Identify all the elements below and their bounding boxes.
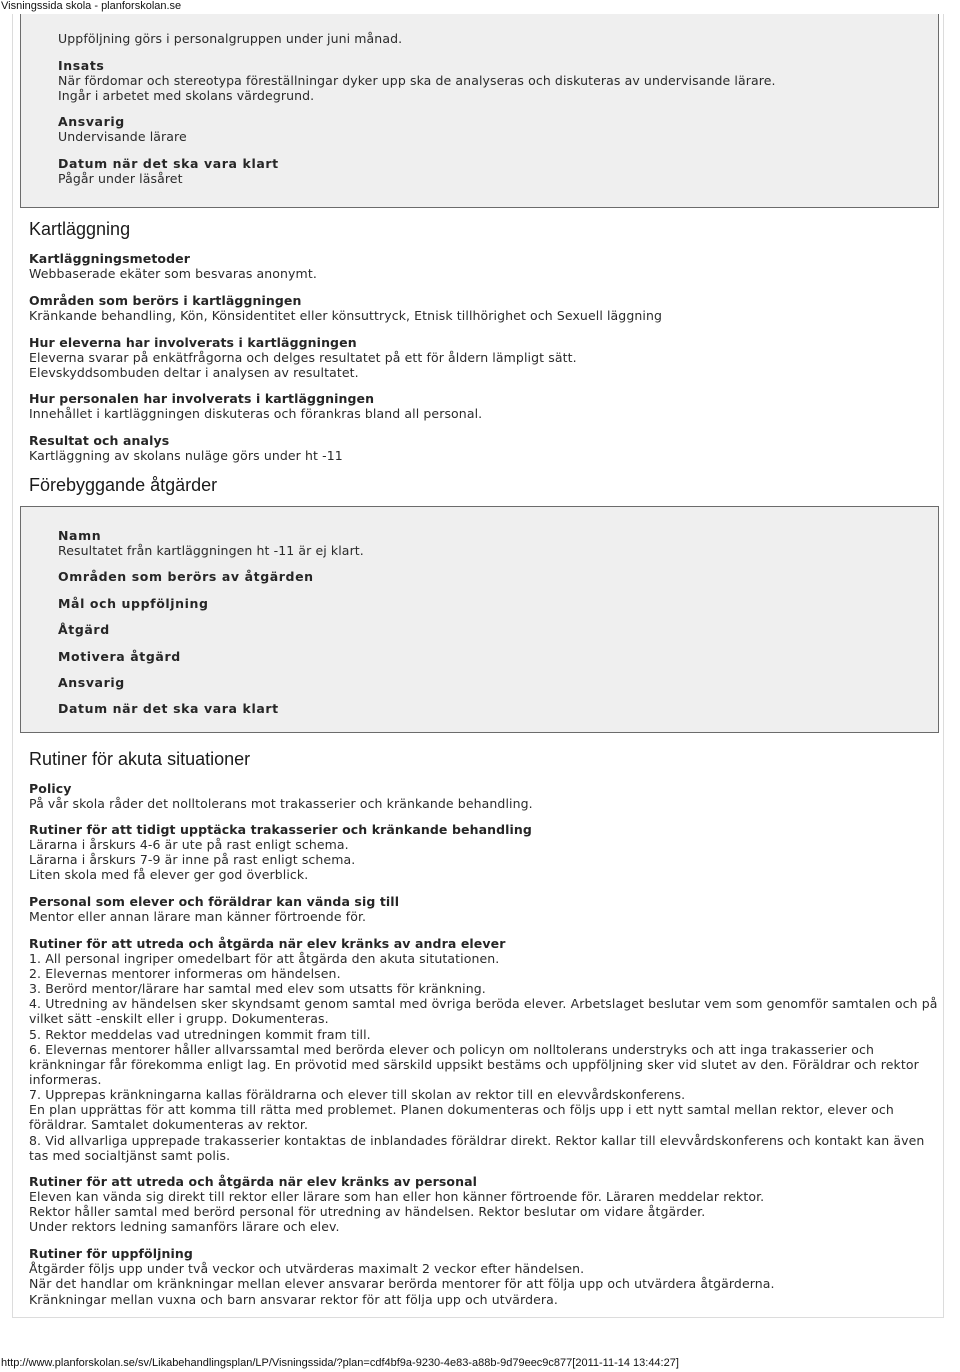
insats-label: Insats	[58, 58, 105, 73]
policy-text: På vår skola råder det nolltolerans mot trakasserier och kränkande behandling.	[29, 796, 533, 811]
policy-label: Policy	[29, 781, 72, 796]
uppfoljning-label: Rutiner för uppföljning	[29, 1246, 193, 1261]
elever-involverade-label: Hur eleverna har involverats i kartläggningen	[29, 335, 357, 350]
personal-involverad-label: Hur personalen har involverats i kartläggningen	[29, 391, 375, 406]
personal-involverad-text: Innehållet i kartläggningen diskuteras och förankras bland all personal.	[29, 406, 483, 421]
elev-krank-elev-line: 4. Utredning av händelsen sker skyndsamt genom samtal med övriga beröda elever. Arbetslaget beslutar vem som genomför samtalen och på	[29, 996, 938, 1011]
resultat-label: Resultat och analys	[29, 433, 170, 448]
followup-text: Uppföljning görs i personalgruppen under juni månad.	[58, 31, 403, 46]
ansvarig-text: Undervisande lärare	[58, 129, 187, 144]
elev-krank-elev-line: kränkningar får förekomma enligt lag. En prövotid med särskild uppsikt bestäms och uppföljning sker vid slutet av den. Föräldrar och rektor	[29, 1057, 919, 1072]
elev-krank-elev-line: 1. All personal ingriper omedelbart för att åtgärda den akuta situtationen.	[29, 951, 500, 966]
section-heading-kartlaggning: Kartläggning	[29, 219, 131, 239]
kartlaggningsmetoder-text: Webbaserade ekäter som besvaras anonymt.	[29, 266, 317, 281]
browser-page-title: Visningssida skola - planforskolan.se	[1, 0, 182, 12]
datum-atgard-label: Datum när det ska vara klart	[58, 701, 279, 716]
elev-krank-elev-line: informeras.	[29, 1072, 102, 1087]
omraden-label: Områden som berörs i kartläggningen	[29, 293, 302, 308]
elever-involverade-text-1: Eleverna svarar på enkätfrågorna och delges resultatet på ett för åldern lämpligt sätt.	[29, 350, 577, 365]
namn-text: Resultatet från kartläggningen ht -11 är ej klart.	[58, 543, 364, 558]
uppfoljning-line: Kränkningar mellan vuxna och barn ansvarar rektor för att följa upp och utvärdera.	[29, 1292, 558, 1307]
personal-krank-elev-line: Rektor håller samtal med berörd personal för utredning av händelsen. Rektor beslutar om vidare åtgärder.	[29, 1204, 706, 1219]
elev-krank-elev-label: Rutiner för att utreda och åtgärda när elev kränks av andra elever	[29, 936, 506, 951]
tidigt-upptacka-line: Lärarna i årskurs 4-6 är ute på rast enligt schema.	[29, 837, 349, 852]
page-url-footer: http://www.planforskolan.se/sv/Likabehandlingsplan/LP/Visningssida/?plan=cdf4bf9a-9230-4e83-a88b-9d79eec9c877[2011-11-14 13:44:27]	[1, 1357, 679, 1369]
mal-uppfoljning-label: Mål och uppföljning	[58, 596, 209, 611]
kontaktpersonal-label: Personal som elever och föräldrar kan vända sig till	[29, 894, 400, 909]
motivera-atgard-label: Motivera åtgärd	[58, 649, 181, 664]
elev-krank-elev-line: 6. Elevernas mentorer håller allvarssamtal med berörda elever och policyn om nolltolerans understryks och att inga trakasserier och	[29, 1042, 874, 1057]
elev-krank-elev-line: tas med socialtjänst samt polis.	[29, 1148, 231, 1163]
omraden-text: Kränkande behandling, Kön, Könsidentitet eller könsuttryck, Etnisk tillhörighet och Sexuell läggning	[29, 308, 663, 323]
datum-label: Datum när det ska vara klart	[58, 156, 279, 171]
atgard-label: Åtgärd	[58, 622, 110, 637]
resultat-text: Kartläggning av skolans nuläge görs under ht -11	[29, 448, 343, 463]
omraden-atgard-label: Områden som berörs av åtgärden	[58, 569, 314, 584]
insats-text-2: Ingår i arbetet med skolans värdegrund.	[58, 88, 315, 103]
ansvarig-label: Ansvarig	[58, 114, 125, 129]
datum-text: Pågår under läsåret	[58, 171, 183, 186]
elev-krank-elev-line: 5. Rektor meddelas vad utredningen kommit fram till.	[29, 1027, 371, 1042]
personal-krank-elev-line: Under rektors ledning samanförs lärare och elev.	[29, 1219, 340, 1234]
kartlaggningsmetoder-label: Kartläggningsmetoder	[29, 251, 191, 266]
tidigt-upptacka-line: Lärarna i årskurs 7-9 är inne på rast enligt schema.	[29, 852, 356, 867]
elever-involverade-text-2: Elevskyddsombuden deltar i analysen av resultatet.	[29, 365, 359, 380]
elev-krank-elev-line: En plan upprättas för att komma till rätta med problemet. Planen dokumenteras och följs upp i ett nytt samtal mellan rektor, elever och	[29, 1102, 894, 1117]
ansvarig-atgard-label: Ansvarig	[58, 675, 125, 690]
kontaktpersonal-text: Mentor eller annan lärare man känner förtroende för.	[29, 909, 367, 924]
insats-text-1: När fördomar och stereotypa föreställningar dyker upp ska de analyseras och diskuteras av undervisande lärare.	[58, 73, 776, 88]
tidigt-upptacka-line: Liten skola med få elever ger god överblick.	[29, 867, 309, 882]
section-heading-forebyggande: Förebyggande åtgärder	[29, 475, 218, 495]
elev-krank-elev-line: 8. Vid allvarliga upprepade trakasserier kontaktas de inblandades föräldrar direkt. Rektor kallar till elevvårdskonferens och kontakt kan även	[29, 1133, 925, 1148]
elev-krank-elev-line: 3. Berörd mentor/lärare har samtal med elev som utsatts för kränkning.	[29, 981, 486, 996]
elev-krank-elev-line: 7. Upprepas kränkningarna kallas föräldrarna och elever till skolan av rektor till en elevvårdskonferens.	[29, 1087, 686, 1102]
uppfoljning-line: Åtgärder följs upp under två veckor och utvärderas maximalt 2 veckor efter händelsen.	[29, 1261, 585, 1276]
elev-krank-elev-line: 2. Elevernas mentorer informeras om händelsen.	[29, 966, 341, 981]
elev-krank-elev-line: vilket sätt -enskilt eller i grupp. Dokumenteras.	[29, 1011, 329, 1026]
elev-krank-elev-line: föräldrar. Samtalet dokumenteras av rektor.	[29, 1117, 309, 1132]
namn-label: Namn	[58, 528, 102, 543]
section-heading-rutiner: Rutiner för akuta situationer	[29, 749, 251, 769]
tidigt-upptacka-label: Rutiner för att tidigt upptäcka trakasserier och kränkande behandling	[29, 822, 532, 837]
personal-krank-elev-line: Eleven kan vända sig direkt till rektor eller lärare som han eller hon känner förtroende för. Läraren meddelar rektor.	[29, 1189, 765, 1204]
personal-krank-elev-label: Rutiner för att utreda och åtgärda när elev kränks av personal	[29, 1174, 478, 1189]
uppfoljning-line: När det handlar om kränkningar mellan elever ansvarar berörda mentorer för att följa upp och utvärdera åtgärderna.	[29, 1276, 775, 1291]
preventive-measure-box	[20, 506, 939, 733]
